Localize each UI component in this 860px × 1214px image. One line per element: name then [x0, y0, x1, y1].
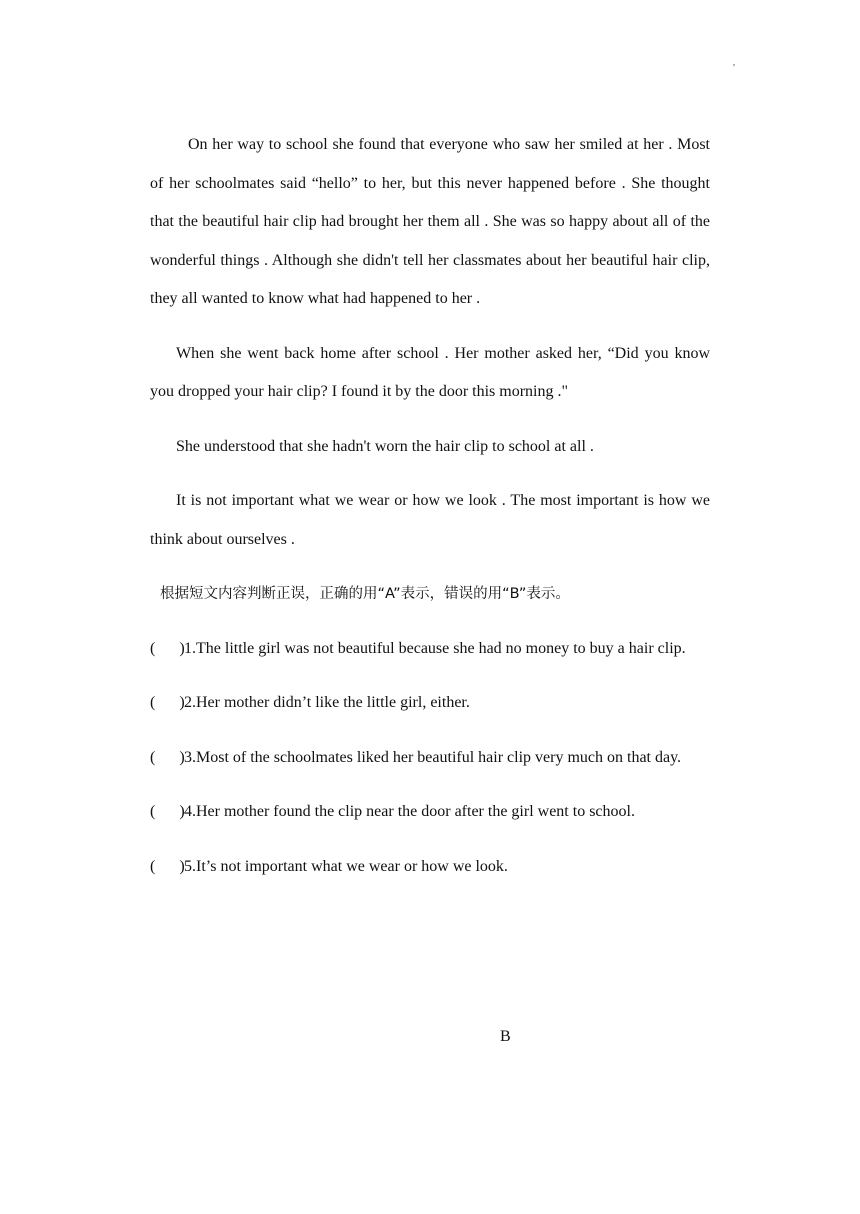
- answer-blank: ( ): [150, 639, 185, 657]
- story-paragraph-4: It is not important what we wear or how we look . The most important is how we think about ourselves .: [150, 492, 710, 548]
- question-3: [150, 739, 710, 778]
- question-text: 2.Her mother didn’t like the little girl, either.: [184, 694, 470, 711]
- corner-mark: ': [733, 62, 735, 74]
- question-text: 1.The little girl was not beautiful because she had no money to buy a hair clip.: [184, 639, 686, 657]
- question-text: 3.Most of the schoolmates liked her beautiful hair clip very much on that day.: [184, 748, 682, 766]
- document-body: [150, 126, 710, 886]
- answer-blank: ( ): [150, 748, 185, 766]
- question-1: [150, 630, 710, 669]
- instructions: 根据短文内容判断正误，正确的用“A”表示，错误的用“B”表示。: [160, 586, 570, 602]
- question-4: [150, 793, 710, 832]
- answer-blank: ( ): [150, 694, 185, 711]
- answer-blank: ( ): [150, 803, 185, 820]
- question-2: [150, 684, 710, 723]
- question-text: 5.It’s not important what we wear or how we look.: [184, 857, 508, 875]
- story-paragraph-1: On her way to school she found that everyone who saw her smiled at her . Most of her schoolmates said “hello” to her, but this never happened before . She thought that the beautiful hair clip had brought her them all . She was so happy about all of the wonderful things . Although she didn't tell her classmates about her beautiful hair clip, they all wanted to know what had happened to her .: [150, 136, 710, 307]
- story-paragraph-3: She understood that she hadn't worn the hair clip to school at all .: [176, 437, 594, 455]
- section-label: B: [500, 1028, 511, 1045]
- question-5: [150, 848, 710, 887]
- story-paragraph-2: When she went back home after school . Her mother asked her, “Did you know you dropped your hair clip? I found it by the door this morning .": [150, 344, 710, 400]
- answer-blank: ( ): [150, 857, 185, 875]
- question-text: 4.Her mother found the clip near the door after the girl went to school.: [184, 803, 635, 820]
